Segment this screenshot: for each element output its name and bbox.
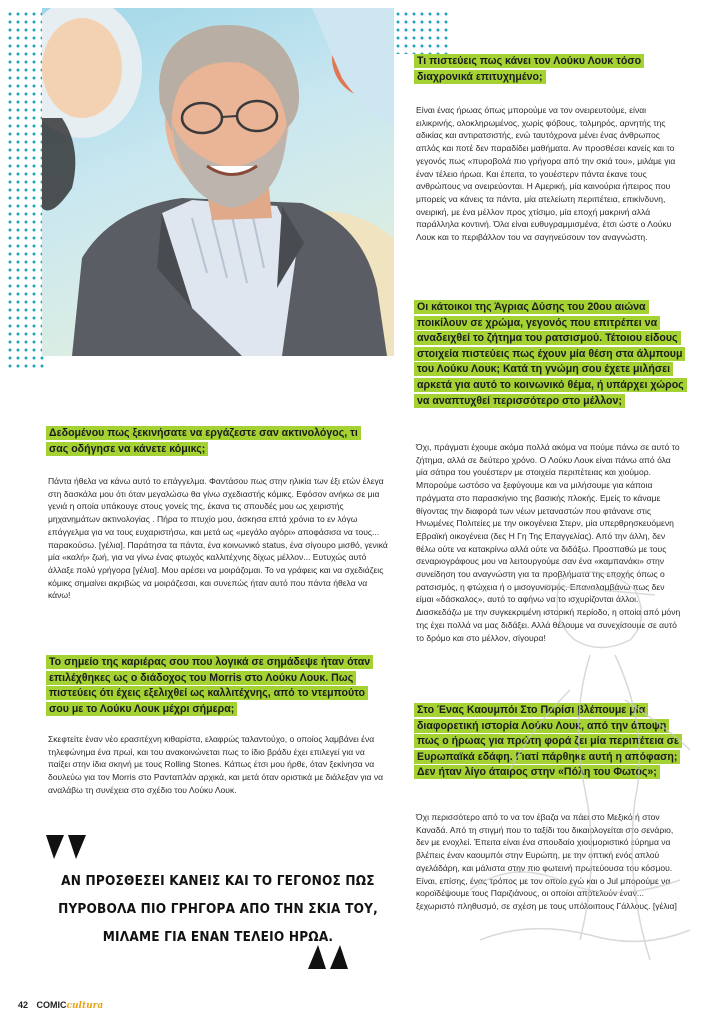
question-paris: Στο Ένας Καουμπόι Στο Παρίσι βλέπουμε μία διαφορετική ιστορία Λούκυ Λουκ, από την άποψη πως ο ήρωας για πρώτη φορά ζει μία περιπέτεια σε Ευρωπαϊκά εδάφη. Γιατί πάρθηκε αυτή η απόφαση; Δεν ήταν λίγο άταιρος στην «Πόλη του Φωτός»; (414, 703, 686, 781)
quote-close-icon (308, 945, 350, 969)
question-morris: Το σημείο της καριέρας σου που λογικά σε σημάδεψε ήταν όταν επιλέχθηκες ως ο διάδοχος του Morris στο Λούκυ Λουκ. Πως πιστεύεις ότι έχεις εξελιχθεί ως καλλιτέχνης, από το ντεμπούτο σου με το Λούκυ Λουκ μέχρι σήμερα; (46, 655, 386, 717)
page-number: 42 (18, 1000, 29, 1010)
answer-radiologist: Πάντα ήθελα να κάνω αυτό το επάγγελμα. Φαντάσου πως στην ηλικία των έξι ετών έλεγα στη δασκάλα μου ότι όταν μεγαλώσω θα γίνω σχεδιαστής κόμικς. Εφόσον ανήκω σε μια γενιά η οποία υπάκουγε στους γονείς της, έκανα τις σπουδές μου ως χειριστής μηχανημάτων ακτινολογίας . Πήρα το πτυχίο μου, άσκησα επτά χρόνια το εν λόγω επάγγελμα για να τους ευχαριστήσω, και μετά ως «μεγάλο αγόρι» αποφάσισα να τους... παρακούσω. [γέλια]. Παράτησα τα πάντα, ένα κοινωνικό status, ένα σίγουρο μισθό, γενικά μία «καλή» ζωή, για να γίνω ένας φτωχός καλλιτέχνης δίχως μέλλον... Ευτυχώς αυτό άλλαξε πολύ γρήγορα [γέλια]. Μου αρέσει να μοιράζομαι. Το να γράφεις και να σχεδιάζεις κόμικς σημαίνει ακριβώς να μοιράζεσαι, και συνεπώς ήταν αυτό που πάντα ήθελα να κάνω! (48, 476, 388, 601)
pull-quote (46, 835, 376, 975)
question-longevity: Τι πιστεύεις πως κάνει τον Λούκυ Λουκ τόσο διαχρονικά επιτυχημένο; (414, 54, 684, 85)
interviewee-photo (42, 8, 394, 356)
magazine-brand-comic: COMIC (36, 1000, 67, 1010)
portrait-illustration (42, 8, 394, 356)
answer-paris: Όχι περισσότερο από το να τον έβαζα να πάει στο Μεξικό ή στον Καναδά. Από τη στιγμή που το ταξίδι του δικαιολογείται στο σενάριο, δεν με ενοχλεί. Έπειτα είναι ένα σπουδαίο χιουμοριστικό εύρημα να βλέπεις έναν καουμπόι στην Ευρώπη, με την οπτική ενός απλού αγελάδάρη, και μάλιστα στην πιο φωτεινή πρωτεύουσα του κόσμου. Είναι, επίσης, ένας τρόπος με τον οποίο εγώ και ο Jul μπορούμε να κοροϊδέψουμε τους Παριζιάνους, οι οποίοι αποτελούν έναν... ξεχωριστό πληθυσμό, σε σχέση με τους υπόλοιπους Γάλλους. [γέλια] (416, 812, 677, 911)
question-racism: Οι κάτοικοι της Άγριας Δύσης του 20ου αιώνα ποικίλουν σε χρώμα, γεγονός που επιτρέπει να αναδειχθεί το ζήτημα του ρατσισμού. Τέτοιου είδους στοιχεία πιστεύεις πως έχουν μία θέση στα άλμπουμ του Λούκυ Λουκ; Κατά τη γνώμη σου έχετε μιλήσει αρκετά για αυτό το κοινωνικό θέμα, ή υπάρχει χώρος να αναπτυχθεί περισσότερο στο μέλλον; (414, 300, 686, 409)
dot-pattern-top-left (6, 10, 46, 370)
pull-quote-text: ΑΝ ΠΡΟΣΘΕΣΕΙ ΚΑΝΕΙΣ ΚΑΙ ΤΟ ΓΕΓΟΝΟΣ ΠΩΣ ΠΥΡΟΒΟΛΑ ΠΙΟ ΓΡΗΓΟΡΑ ΑΠΟ ΤΗΝ ΣΚΙΑ ΤΟΥ, ΜΙΛΑΜΕ ΓΙΑ ΕΝΑΝ ΤΕΛΕΙΟ ΗΡΩΑ. (58, 873, 378, 945)
dot-pattern-top-right (394, 10, 450, 54)
quote-open-icon (46, 835, 88, 859)
answer-morris: Σκεφτείτε έναν νέο ερασιτέχνη κιθαρίστα, ελαφρώς ταλαντούχο, ο οποίος λαμβάνει ένα τηλεφώνημα ένα πρωί, και του ανακοινώνεται πως το ίδιο βράδυ έχει επιλεγεί για να παίξει στην ίδια σκηνή με τους Rolling Stones. Κάπως έτσι μου ήρθε, όταν ξεκίνησα να δουλεύω για τον Morris στο Ρανταπλάν αρχικά, και μετά όταν οριστικά με διάλεξαν για να αναλάβω τη συνέχεια στο σχέδιο του Λούκυ Λουκ. (48, 734, 384, 795)
answer-racism: Όχι, πράγματι έχουμε ακόμα πολλά ακόμα να πούμε πάνω σε αυτό το ζήτημα, αλλά σε δεύτερο χρόνο. Ο Λούκυ Λουκ είναι πάνω από όλα μία σάτιρα του γουέστερν με στοιχεία περιπέτειας και χιούμορ. Μπορούμε ωστόσο να ξεφύγουμε και να μιλήσουμε για κάποια πράγματα στο παρασκήνιο της βασικής πλοκής. Εμείς το κάναμε θίγοντας την διαφορά των νέων μεταναστών που φτάνανε στις Ηνωμένες Πολιτείες με την οικογένεια Στερν, μία υπερθρησκευόμενη Εβραϊκή οικογένεια (δες Η Γη Της Επαγγελίας). Από την άλλη, δεν θέλω ούτε να κατακρίνω αλλά ούτε να διδάξω. Προσπαθώ με τους σεναριογράφους μου να λειτουργούμε σαν ένα «καμπανάκι» στην συνείδηση του αναγνώστη για τα προβλήματα της εποχής όπως ο ρατσισμός, η φτώχεια ή ο μισογυνισμός. Επαναλαμβάνω πως δεν είμαι «δάσκαλος», αυτό το αφήνω να το ισχυρίζονται άλλοι. Διασκεδάζω με την συγκεκριμένη ιστορική περίοδο, η οποία από μόνη της έχει πολλά να μας διδάξει. Αλλά θέλουμε να συνεχίσουμε σε αυτό το δρόμο και στο μέλλον, σίγουρα! (416, 442, 681, 643)
answer-longevity: Είναι ένας ήρωας όπως μπορούμε να τον ονειρευτούμε, είναι ειλικρινής, ολοκληρωμένος, χωρίς φόβους, τολμηρός, αρνητής της αδικίας και αντιρατσιστής, ενώ ταυτόχρονα μένει ένας άνθρωπος απλός και ποτέ δεν παραδίδει μαθήματα. Αν προσθέσει κανείς και το γεγονός πως «πυροβολά πιο γρήγορα από την σκιά του», μιλάμε για έναν τέλειο ήρωα. Και έπειτα, το γουέστερν πάντα έκανε τους ανθρώπους να ονειρεύονται. Η Αμερική, μία καινούρια ήπειρος που μπορείς να κάνεις τα πάντα, μία ατελείωτη περιπέτεια, επικίνδυνη, ονειρική, με ένα μέλλον προς χτίσιμο, μία εποχή μακρινή αλλά παράλληλα κοντινή. Όλα είναι ευθυγραμμισμένα, έτσι ώστε ο Λούκυ Λουκ και το περιβάλλον του να σαγηνεύσουν τον αναγνώστη. (416, 105, 676, 243)
question-radiologist: Δεδομένου πως ξεκινήσατε να εργάζεστε σαν ακτινολόγος, τι σας οδήγησε να κάνετε κόμικς; (46, 426, 376, 457)
page-footer (18, 1000, 103, 1011)
magazine-brand-cultura: cultura (66, 1001, 104, 1011)
lucky-luke-sketch (450, 560, 700, 990)
